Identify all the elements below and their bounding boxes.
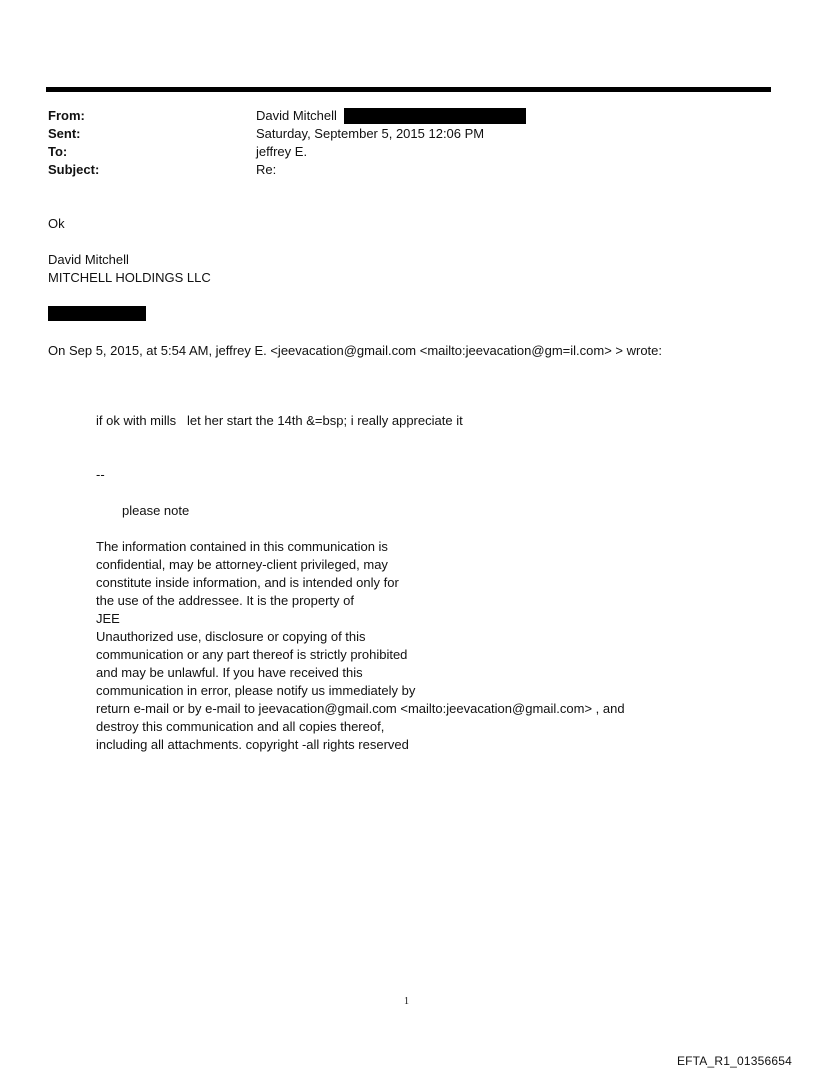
subject-value: Re: <box>256 162 277 177</box>
subject-label: Subject: <box>48 162 100 177</box>
reply-text: Ok <box>48 216 65 231</box>
disclaimer-line: communication or any part thereof is strictly prohibited <box>96 647 408 662</box>
page-number: 1 <box>404 996 409 1007</box>
header-rule <box>46 87 771 92</box>
sent-row <box>48 125 748 143</box>
to-label: To: <box>48 144 68 159</box>
to-value: jeffrey E. <box>256 144 308 159</box>
document-id: EFTA_R1_01356654 <box>676 1054 792 1068</box>
please-note: please note <box>122 503 190 518</box>
disclaimer-line: return e-mail or by e-mail to jeevacation@gmail.com <mailto:jeevacation@gmail.com> , and <box>96 701 625 716</box>
signature-name: David Mitchell <box>48 252 129 267</box>
sent-value: Saturday, September 5, 2015 12:06 PM <box>256 126 485 141</box>
from-name: David Mitchell <box>256 108 337 123</box>
disclaimer-line: and may be unlawful. If you have received this <box>96 665 363 680</box>
disclaimer-line: the use of the addressee. It is the property of <box>96 593 354 608</box>
from-value <box>256 107 526 125</box>
quoted-message: if ok with mills let her start the 14th &=bsp; i really appreciate it <box>96 413 463 428</box>
disclaimer-line: including all attachments. copyright -all rights reserved <box>96 737 409 752</box>
disclaimer-line: The information contained in this communication is <box>96 539 388 554</box>
disclaimer-line: constitute inside information, and is intended only for <box>96 575 399 590</box>
disclaimer-line: Unauthorized use, disclosure or copying of this <box>96 629 366 644</box>
signature-separator: -- <box>96 467 105 482</box>
subject-row <box>48 161 748 179</box>
from-label: From: <box>48 108 85 123</box>
signature-company: MITCHELL HOLDINGS LLC <box>48 270 211 285</box>
redaction-box <box>48 306 146 321</box>
sent-label: Sent: <box>48 126 81 141</box>
disclaimer-line: JEE <box>96 611 120 626</box>
redaction-box <box>344 108 526 124</box>
disclaimer-line: destroy this communication and all copies thereof, <box>96 719 385 734</box>
from-row <box>48 107 748 125</box>
quote-attribution: On Sep 5, 2015, at 5:54 AM, jeffrey E. <jeevacation@gmail.com <mailto:jeevacation@gm=il.com> > wrote: <box>48 343 662 358</box>
disclaimer-line: confidential, may be attorney-client privileged, may <box>96 557 388 572</box>
disclaimer-line: communication in error, please notify us immediately by <box>96 683 416 698</box>
to-row <box>48 143 748 161</box>
